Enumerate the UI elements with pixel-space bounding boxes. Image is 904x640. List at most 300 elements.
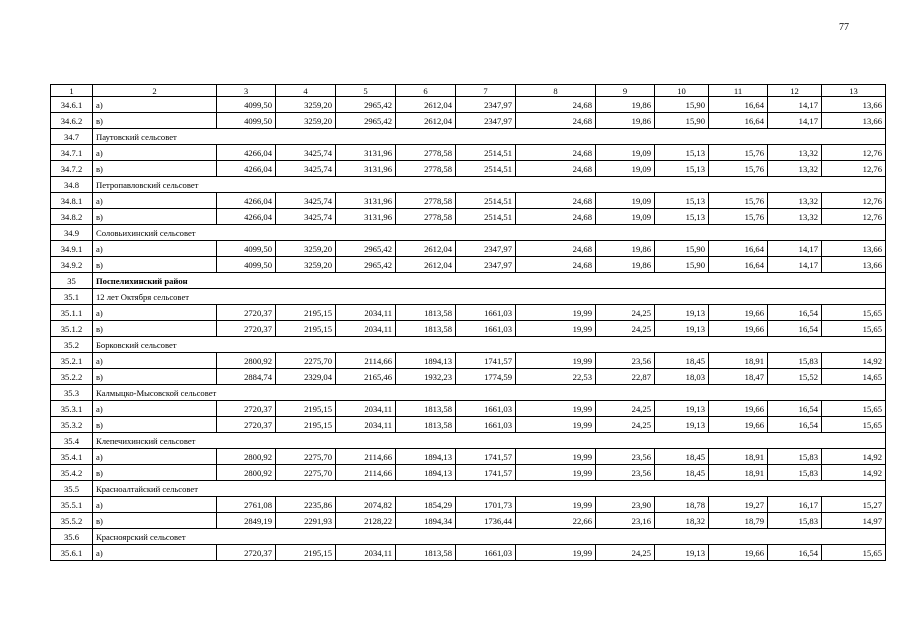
row-code-cell: 34.7.1 [51,145,93,161]
row-label-cell: в) [93,209,217,225]
column-number-cell: 7 [456,85,516,97]
value-cell: 18,78 [655,497,709,513]
value-cell: 4266,04 [217,193,276,209]
row-label-cell: а) [93,97,217,113]
value-cell: 19,99 [516,497,596,513]
value-cell: 14,92 [822,465,886,481]
row-code-cell: 35.2 [51,337,93,353]
value-cell: 2778,58 [396,193,456,209]
value-cell: 15,65 [822,401,886,417]
row-code-cell: 35.6.1 [51,545,93,561]
value-cell: 1661,03 [456,321,516,337]
value-cell: 3425,74 [276,145,336,161]
value-cell: 15,83 [768,465,822,481]
value-cell: 2275,70 [276,353,336,369]
row-code-cell: 35.3.1 [51,401,93,417]
row-code-cell: 35.1.1 [51,305,93,321]
table-row [51,353,886,369]
value-cell: 2965,42 [336,97,396,113]
row-code-cell: 34.6.2 [51,113,93,129]
value-cell: 15,90 [655,113,709,129]
value-cell: 3131,96 [336,193,396,209]
value-cell: 12,76 [822,193,886,209]
value-cell: 4099,50 [217,113,276,129]
value-cell: 2884,74 [217,369,276,385]
value-cell: 2612,04 [396,113,456,129]
row-label-cell: а) [93,145,217,161]
value-cell: 15,83 [768,353,822,369]
value-cell: 14,97 [822,513,886,529]
value-cell: 1741,57 [456,465,516,481]
value-cell: 4099,50 [217,257,276,273]
value-cell: 24,25 [596,401,655,417]
value-cell: 15,13 [655,145,709,161]
value-cell: 24,68 [516,161,596,177]
value-cell: 2291,93 [276,513,336,529]
value-cell: 16,54 [768,321,822,337]
value-cell: 19,99 [516,401,596,417]
value-cell: 23,16 [596,513,655,529]
value-cell: 15,13 [655,193,709,209]
value-cell: 2195,15 [276,545,336,561]
section-row [51,225,886,241]
value-cell: 3131,96 [336,161,396,177]
section-row [51,529,886,545]
value-cell: 3259,20 [276,241,336,257]
value-cell: 16,64 [709,257,768,273]
column-number-cell: 5 [336,85,396,97]
value-cell: 13,32 [768,193,822,209]
value-cell: 19,86 [596,257,655,273]
row-code-cell: 35.2.2 [51,369,93,385]
value-cell: 19,13 [655,321,709,337]
table-row [51,369,886,385]
value-cell: 1894,13 [396,449,456,465]
value-cell: 24,68 [516,145,596,161]
value-cell: 22,87 [596,369,655,385]
value-cell: 24,25 [596,545,655,561]
value-cell: 2114,66 [336,465,396,481]
value-cell: 4266,04 [217,161,276,177]
value-cell: 15,65 [822,545,886,561]
table-row [51,257,886,273]
value-cell: 3131,96 [336,145,396,161]
row-code-cell: 35.1.2 [51,321,93,337]
row-label-cell: в) [93,417,217,433]
value-cell: 2514,51 [456,209,516,225]
value-cell: 2778,58 [396,161,456,177]
value-cell: 16,54 [768,401,822,417]
value-cell: 13,32 [768,161,822,177]
value-cell: 24,68 [516,209,596,225]
value-cell: 1661,03 [456,545,516,561]
row-code-cell: 34.7.2 [51,161,93,177]
row-label-cell: а) [93,545,217,561]
section-title-cell: Красноярский сельсовет [93,529,886,545]
value-cell: 2800,92 [217,465,276,481]
value-cell: 2347,97 [456,241,516,257]
value-cell: 18,45 [655,449,709,465]
row-code-cell: 35.2.1 [51,353,93,369]
value-cell: 19,99 [516,353,596,369]
value-cell: 2720,37 [217,401,276,417]
row-code-cell: 35.5.1 [51,497,93,513]
value-cell: 3259,20 [276,257,336,273]
value-cell: 15,90 [655,97,709,113]
value-cell: 18,91 [709,465,768,481]
value-cell: 19,13 [655,545,709,561]
section-title-cell: Петропавловский сельсовет [93,177,886,193]
value-cell: 2034,11 [336,321,396,337]
value-cell: 13,66 [822,113,886,129]
value-cell: 2720,37 [217,417,276,433]
section-title-cell: 12 лет Октября сельсовет [93,289,886,305]
table-row [51,97,886,113]
table-row [51,497,886,513]
column-number-cell: 9 [596,85,655,97]
value-cell: 2778,58 [396,145,456,161]
value-cell: 2034,11 [336,545,396,561]
row-label-cell: а) [93,401,217,417]
value-cell: 15,52 [768,369,822,385]
column-number-cell: 1 [51,85,93,97]
value-cell: 1854,29 [396,497,456,513]
value-cell: 2347,97 [456,113,516,129]
value-cell: 19,66 [709,305,768,321]
value-cell: 2034,11 [336,305,396,321]
section-title-cell: Паутовский сельсовет [93,129,886,145]
value-cell: 22,53 [516,369,596,385]
value-cell: 15,13 [655,209,709,225]
table-row [51,321,886,337]
value-cell: 23,56 [596,449,655,465]
value-cell: 24,68 [516,97,596,113]
value-cell: 19,99 [516,545,596,561]
row-label-cell: в) [93,369,217,385]
value-cell: 19,13 [655,401,709,417]
row-code-cell: 35.4 [51,433,93,449]
value-cell: 2514,51 [456,193,516,209]
section-title-cell: Калмыцко-Мысовской сельсовет [93,385,886,401]
value-cell: 1894,13 [396,465,456,481]
row-label-cell: в) [93,465,217,481]
value-cell: 19,99 [516,417,596,433]
value-cell: 16,54 [768,417,822,433]
value-cell: 1736,44 [456,513,516,529]
value-cell: 18,03 [655,369,709,385]
section-row [51,177,886,193]
column-number-cell: 3 [217,85,276,97]
value-cell: 3425,74 [276,209,336,225]
value-cell: 2965,42 [336,113,396,129]
table-row [51,193,886,209]
value-cell: 1813,58 [396,417,456,433]
value-cell: 1741,57 [456,449,516,465]
value-cell: 2114,66 [336,449,396,465]
section-row [51,433,886,449]
value-cell: 16,64 [709,97,768,113]
value-cell: 4266,04 [217,145,276,161]
value-cell: 14,92 [822,353,886,369]
value-cell: 2965,42 [336,241,396,257]
row-code-cell: 35.3 [51,385,93,401]
value-cell: 19,99 [516,305,596,321]
value-cell: 2034,11 [336,417,396,433]
value-cell: 2965,42 [336,257,396,273]
value-cell: 19,13 [655,305,709,321]
value-cell: 23,90 [596,497,655,513]
value-cell: 1813,58 [396,401,456,417]
value-cell: 15,90 [655,241,709,257]
row-code-cell: 35.5.2 [51,513,93,529]
value-cell: 15,65 [822,305,886,321]
section-title-cell: Клепечихинский сельсовет [93,433,886,449]
page-number: 77 [839,22,849,33]
value-cell: 12,76 [822,145,886,161]
value-cell: 2800,92 [217,449,276,465]
table-row [51,545,886,561]
value-cell: 19,66 [709,401,768,417]
value-cell: 2195,15 [276,417,336,433]
table-row [51,209,886,225]
value-cell: 13,66 [822,97,886,113]
row-code-cell: 34.9.1 [51,241,93,257]
value-cell: 2074,82 [336,497,396,513]
row-label-cell: а) [93,193,217,209]
value-cell: 2114,66 [336,353,396,369]
value-cell: 2235,86 [276,497,336,513]
value-cell: 19,99 [516,321,596,337]
value-cell: 2195,15 [276,321,336,337]
value-cell: 1894,13 [396,353,456,369]
value-cell: 19,13 [655,417,709,433]
value-cell: 15,65 [822,417,886,433]
value-cell: 19,66 [709,545,768,561]
value-cell: 18,45 [655,353,709,369]
value-cell: 2275,70 [276,465,336,481]
table-row [51,145,886,161]
row-label-cell: а) [93,305,217,321]
value-cell: 13,66 [822,257,886,273]
value-cell: 4266,04 [217,209,276,225]
row-label-cell: в) [93,321,217,337]
value-cell: 14,65 [822,369,886,385]
value-cell: 3425,74 [276,161,336,177]
value-cell: 16,54 [768,545,822,561]
row-code-cell: 35.1 [51,289,93,305]
value-cell: 19,66 [709,417,768,433]
value-cell: 14,17 [768,113,822,129]
value-cell: 18,91 [709,449,768,465]
value-cell: 1894,34 [396,513,456,529]
value-cell: 2514,51 [456,145,516,161]
value-cell: 19,09 [596,193,655,209]
table-body [51,85,886,561]
row-code-cell: 35.6 [51,529,93,545]
value-cell: 23,56 [596,353,655,369]
value-cell: 1661,03 [456,417,516,433]
value-cell: 2347,97 [456,97,516,113]
value-cell: 18,45 [655,465,709,481]
value-cell: 2329,04 [276,369,336,385]
value-cell: 15,90 [655,257,709,273]
value-cell: 23,56 [596,465,655,481]
column-number-cell: 11 [709,85,768,97]
row-code-cell: 34.9 [51,225,93,241]
value-cell: 16,64 [709,241,768,257]
table-row [51,161,886,177]
table-row [51,113,886,129]
row-code-cell: 34.9.2 [51,257,93,273]
row-label-cell: а) [93,449,217,465]
value-cell: 19,86 [596,97,655,113]
value-cell: 2195,15 [276,305,336,321]
section-title-cell: Соловьихинский сельсовет [93,225,886,241]
value-cell: 15,83 [768,513,822,529]
value-cell: 16,17 [768,497,822,513]
value-cell: 1661,03 [456,305,516,321]
value-cell: 19,09 [596,161,655,177]
value-cell: 19,27 [709,497,768,513]
tariff-table [50,84,886,561]
column-number-cell: 8 [516,85,596,97]
value-cell: 24,68 [516,241,596,257]
value-cell: 19,86 [596,113,655,129]
table-row [51,401,886,417]
value-cell: 2849,19 [217,513,276,529]
value-cell: 4099,50 [217,241,276,257]
value-cell: 2612,04 [396,241,456,257]
value-cell: 24,68 [516,193,596,209]
value-cell: 19,09 [596,209,655,225]
value-cell: 15,76 [709,193,768,209]
value-cell: 18,79 [709,513,768,529]
value-cell: 18,91 [709,353,768,369]
value-cell: 22,66 [516,513,596,529]
table-header-row [51,85,886,97]
value-cell: 1661,03 [456,401,516,417]
value-cell: 15,83 [768,449,822,465]
table-row [51,305,886,321]
row-code-cell: 34.8 [51,177,93,193]
value-cell: 14,92 [822,449,886,465]
row-code-cell: 34.6.1 [51,97,93,113]
value-cell: 2128,22 [336,513,396,529]
row-code-cell: 35.5 [51,481,93,497]
column-number-cell: 2 [93,85,217,97]
value-cell: 2720,37 [217,321,276,337]
row-label-cell: в) [93,161,217,177]
value-cell: 1813,58 [396,305,456,321]
value-cell: 15,76 [709,145,768,161]
row-code-cell: 34.8.2 [51,209,93,225]
value-cell: 19,99 [516,449,596,465]
row-code-cell: 35.4.2 [51,465,93,481]
value-cell: 19,09 [596,145,655,161]
value-cell: 15,27 [822,497,886,513]
row-label-cell: в) [93,513,217,529]
row-code-cell: 35 [51,273,93,289]
value-cell: 1813,58 [396,545,456,561]
column-number-cell: 4 [276,85,336,97]
value-cell: 24,25 [596,321,655,337]
value-cell: 4099,50 [217,97,276,113]
section-title-cell: Поспелихинский район [93,273,886,289]
value-cell: 12,76 [822,209,886,225]
value-cell: 2034,11 [336,401,396,417]
table-row [51,417,886,433]
value-cell: 13,32 [768,209,822,225]
row-code-cell: 35.3.2 [51,417,93,433]
section-row [51,129,886,145]
value-cell: 1774,59 [456,369,516,385]
value-cell: 3259,20 [276,113,336,129]
value-cell: 15,13 [655,161,709,177]
row-label-cell: в) [93,257,217,273]
value-cell: 2275,70 [276,449,336,465]
value-cell: 3259,20 [276,97,336,113]
column-number-cell: 13 [822,85,886,97]
column-number-cell: 10 [655,85,709,97]
value-cell: 2761,08 [217,497,276,513]
section-title-cell: Борковский сельсовет [93,337,886,353]
value-cell: 12,76 [822,161,886,177]
value-cell: 2347,97 [456,257,516,273]
value-cell: 24,68 [516,113,596,129]
value-cell: 18,47 [709,369,768,385]
row-code-cell: 34.7 [51,129,93,145]
column-number-cell: 12 [768,85,822,97]
value-cell: 14,17 [768,97,822,113]
value-cell: 14,17 [768,257,822,273]
value-cell: 2800,92 [217,353,276,369]
row-label-cell: а) [93,241,217,257]
section-row [51,337,886,353]
value-cell: 2778,58 [396,209,456,225]
section-row [51,385,886,401]
value-cell: 19,66 [709,321,768,337]
table-row [51,449,886,465]
value-cell: 3131,96 [336,209,396,225]
value-cell: 1701,73 [456,497,516,513]
row-label-cell: а) [93,497,217,513]
value-cell: 3425,74 [276,193,336,209]
section-title-cell: Красноалтайский сельсовет [93,481,886,497]
section-row [51,289,886,305]
district-row [51,273,886,289]
value-cell: 18,32 [655,513,709,529]
row-code-cell: 35.4.1 [51,449,93,465]
value-cell: 1813,58 [396,321,456,337]
value-cell: 2612,04 [396,97,456,113]
value-cell: 15,65 [822,321,886,337]
value-cell: 2612,04 [396,257,456,273]
row-label-cell: а) [93,353,217,369]
value-cell: 24,68 [516,257,596,273]
value-cell: 13,66 [822,241,886,257]
table-row [51,465,886,481]
section-row [51,481,886,497]
value-cell: 2514,51 [456,161,516,177]
value-cell: 13,32 [768,145,822,161]
table-row [51,241,886,257]
value-cell: 16,64 [709,113,768,129]
value-cell: 24,25 [596,305,655,321]
table-row [51,513,886,529]
value-cell: 1741,57 [456,353,516,369]
value-cell: 2195,15 [276,401,336,417]
row-code-cell: 34.8.1 [51,193,93,209]
